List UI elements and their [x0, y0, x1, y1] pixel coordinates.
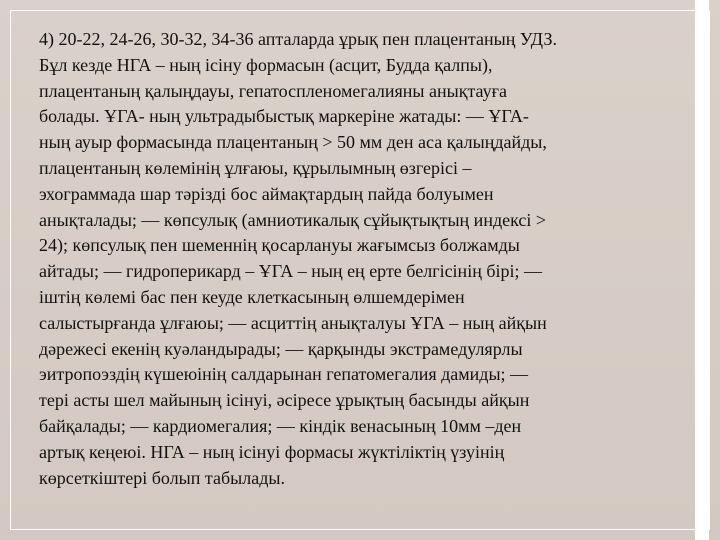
text-line: айтады; — гидроперикард – ҰГА – ның ең ерте белгісінің бірі; —	[39, 261, 542, 282]
text-line: іштің көлемі бас пен кеуде клеткасының өлшемдерімен	[39, 286, 465, 307]
right-accent-bar	[695, 0, 709, 540]
text-line: анықталады; — көпсулық (амниотикалық сұйықтықтың индексі >	[39, 209, 547, 230]
text-line: эхограммада шар тәрізді бос аймақтардың пайда болуымен	[39, 183, 494, 204]
text-line: болады. ҰГА- ның ультрадыбыстық маркеріне жатады: — ҰГА-	[39, 106, 529, 127]
text-line: 4) 20-22, 24-26, 30-32, 34-36 апталарда ұрық пен плацентаның УДЗ.	[39, 29, 558, 49]
text-line: дәрежесі екенің куәландырады; — қарқынды экстрамедулярлы	[39, 338, 523, 359]
slide-body-text	[39, 27, 691, 491]
text-line: тері асты шел майының ісінуі, әсіресе ұрықтың басынды айқын	[39, 390, 530, 411]
text-line: плацентаның көлемінің ұлғаюы, құрылымның өзгерісі –	[39, 157, 472, 178]
text-line: артық кеңеюі. НГА – ның ісінуі формасы жүктіліктің үзуінің	[39, 441, 505, 462]
text-line: эитропоэздің күшеюінің салдарынан гепатомегалия дамиды; —	[39, 364, 529, 385]
text-line: салыстырғанда ұлғаюы; — асциттің анықталуы ҰГА – ның айқын	[39, 312, 547, 333]
text-line: байқалады; — кардиомегалия; — кіндік венасының 10мм –ден	[39, 415, 522, 436]
text-line: 24); көпсулық пен шеменнің қосарлануы жағымсыз болжамды	[39, 235, 520, 256]
text-line: ның ауыр формасында плацентаның > 50 мм ден аса қалыңдайды,	[39, 132, 547, 153]
text-line: плацентаның қалыңдауы, гепатоспленомегалияны анықтауға	[39, 80, 507, 101]
text-line: көрсеткіштері болып табылады.	[39, 467, 285, 488]
text-line: Бұл кезде НГА – ның ісіну формасын (асцит, Будда қалпы),	[39, 54, 493, 75]
